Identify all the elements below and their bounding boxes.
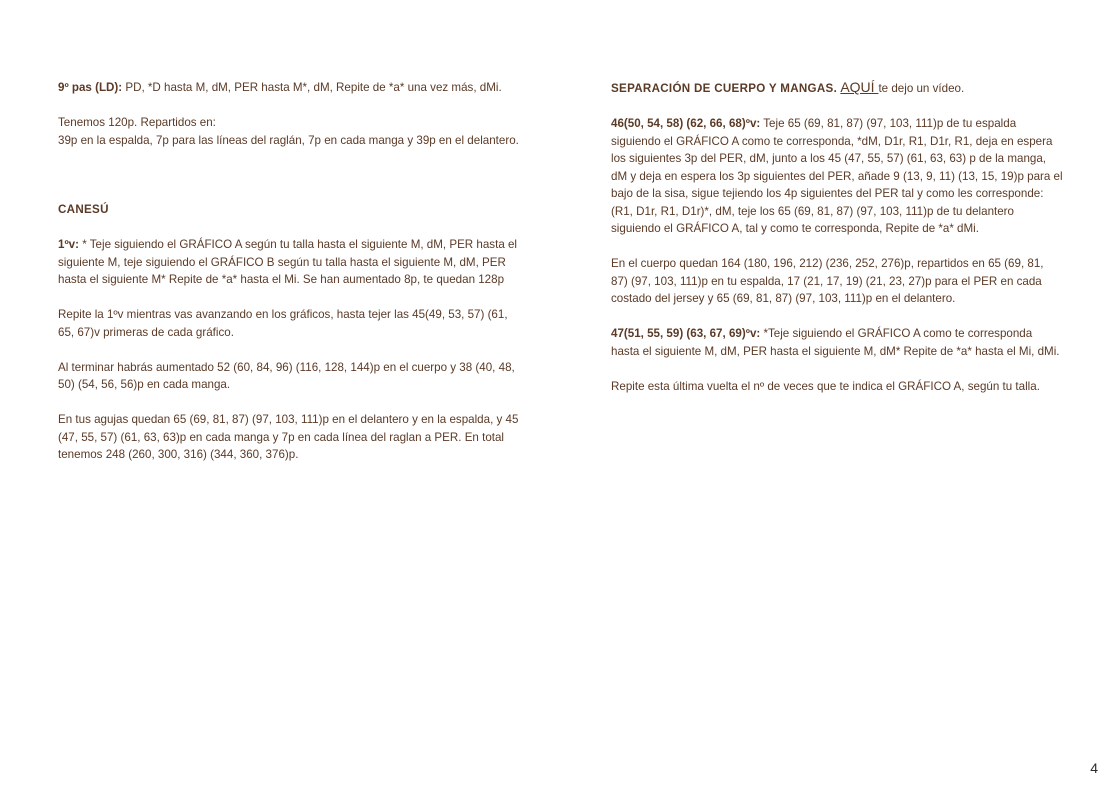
repeat-last-paragraph: Repite esta última vuelta el nº de veces que te indica el GRÁFICO A, según tu talla.: [611, 379, 1040, 393]
row-46-label: 46(50, 54, 58) (62, 66, 68)ºv:: [611, 117, 761, 130]
row-1-text: * Teje siguiendo el GRÁFICO A según tu talla hasta el siguiente M, dM, PER hasta el siguiente M, teje siguiendo el GRÁFICO B según tu talla hasta el siguiente M, dM, PER hasta el siguiente M* Repite de *a* hasta el Mi. Se han aumentado 8p, te quedan 128p: [58, 238, 518, 286]
row-47-instruction: [611, 325, 1063, 360]
row-9-text: PD, *D hasta M, dM, PER hasta M*, dM, Repite de *a* una vez más, dMi.: [122, 81, 502, 94]
row-46-instruction: [611, 115, 1063, 238]
row-47-text: *Teje siguiendo el GRÁFICO A como te corresponda hasta el siguiente M, dM, PER hasta el siguiente M, dM* Repite de *a* hasta el Mi, dMi.: [611, 327, 1060, 358]
separation-heading-line: [611, 79, 1063, 98]
remaining-paragraph: En tus agujas quedan 65 (69, 81, 87) (97, 103, 111)p en el delantero y en la espalda, y 45 (47, 55, 57) (61, 63, 63)p en cada manga y 7p en cada línea del raglan a PER. En total tenemos 248 (260, 300, 316) (344, 360, 376)p.: [58, 413, 519, 461]
stitch-count-intro: Tenemos 120p. Repartidos en:: [58, 116, 216, 129]
increase-paragraph: Al terminar habrás aumentado 52 (60, 84, 96) (116, 128, 144)p en el cuerpo y 38 (40, 48, 50) (54, 56, 56)p en cada manga.: [58, 360, 515, 391]
row-1-instruction: [58, 236, 520, 289]
row-47-label: 47(51, 55, 59) (63, 67, 69)ºv:: [611, 327, 761, 340]
body-count-paragraph: En el cuerpo quedan 164 (180, 196, 212) (236, 252, 276)p, repartidos en 65 (69, 81, 87) (97, 103, 111)p en tu espalda, 17 (21, 17, 19) (21, 23, 27)p para el PER en cada costado del jersey y 65 (69, 81, 87) (97, 103, 111)p en el delantero.: [611, 257, 1044, 305]
left-column: [58, 79, 520, 481]
row-9-label: 9º pas (LD):: [58, 81, 123, 94]
section-heading-canesu: CANESÚ: [58, 203, 109, 216]
video-link-text: te dejo un vídeo.: [878, 82, 965, 95]
right-column: [611, 79, 1063, 413]
page-number: 4: [1090, 760, 1098, 776]
section-heading-separacion: SEPARACIÓN DE CUERPO Y MANGAS.: [611, 82, 838, 95]
row-1-label: 1ºv:: [58, 238, 79, 251]
repeat-paragraph: Repite la 1ºv mientras vas avanzando en los gráficos, hasta tejer las 45(49, 53, 57) (61, 65, 67)v primeras de cada gráfico.: [58, 308, 508, 339]
stitch-count-paragraph: [58, 114, 520, 149]
row-9-instruction: [58, 79, 520, 97]
row-46-text: Teje 65 (69, 81, 87) (97, 103, 111)p de tu espalda siguiendo el GRÁFICO A como te corresponda, *dM, D1r, R1, D1r, R1, deja en espera los siguientes 3p del PER, dM, junto a los 45 (47, 55, 57) (61, 63, 63) p de la manga, dM y deja en espera los 3p siguientes del PER, añade 9 (13, 9, 11) (13, 15, 19)p para el bajo de la sisa, sigue tejiendo los 4p siguientes del PER tal y como les corresponde: (R1, D1r, R1, D1r)*, dM, teje los 65 (69, 81, 87) (97, 103, 111)p de tu delantero siguiendo el GRÁFICO A, tal y como te corresponda, Repite de *a* dMi.: [611, 117, 1063, 235]
stitch-count-detail: 39p en la espalda, 7p para las líneas del raglán, 7p en cada manga y 39p en el delantero.: [58, 133, 519, 147]
video-link[interactable]: AQUÍ: [840, 79, 879, 95]
